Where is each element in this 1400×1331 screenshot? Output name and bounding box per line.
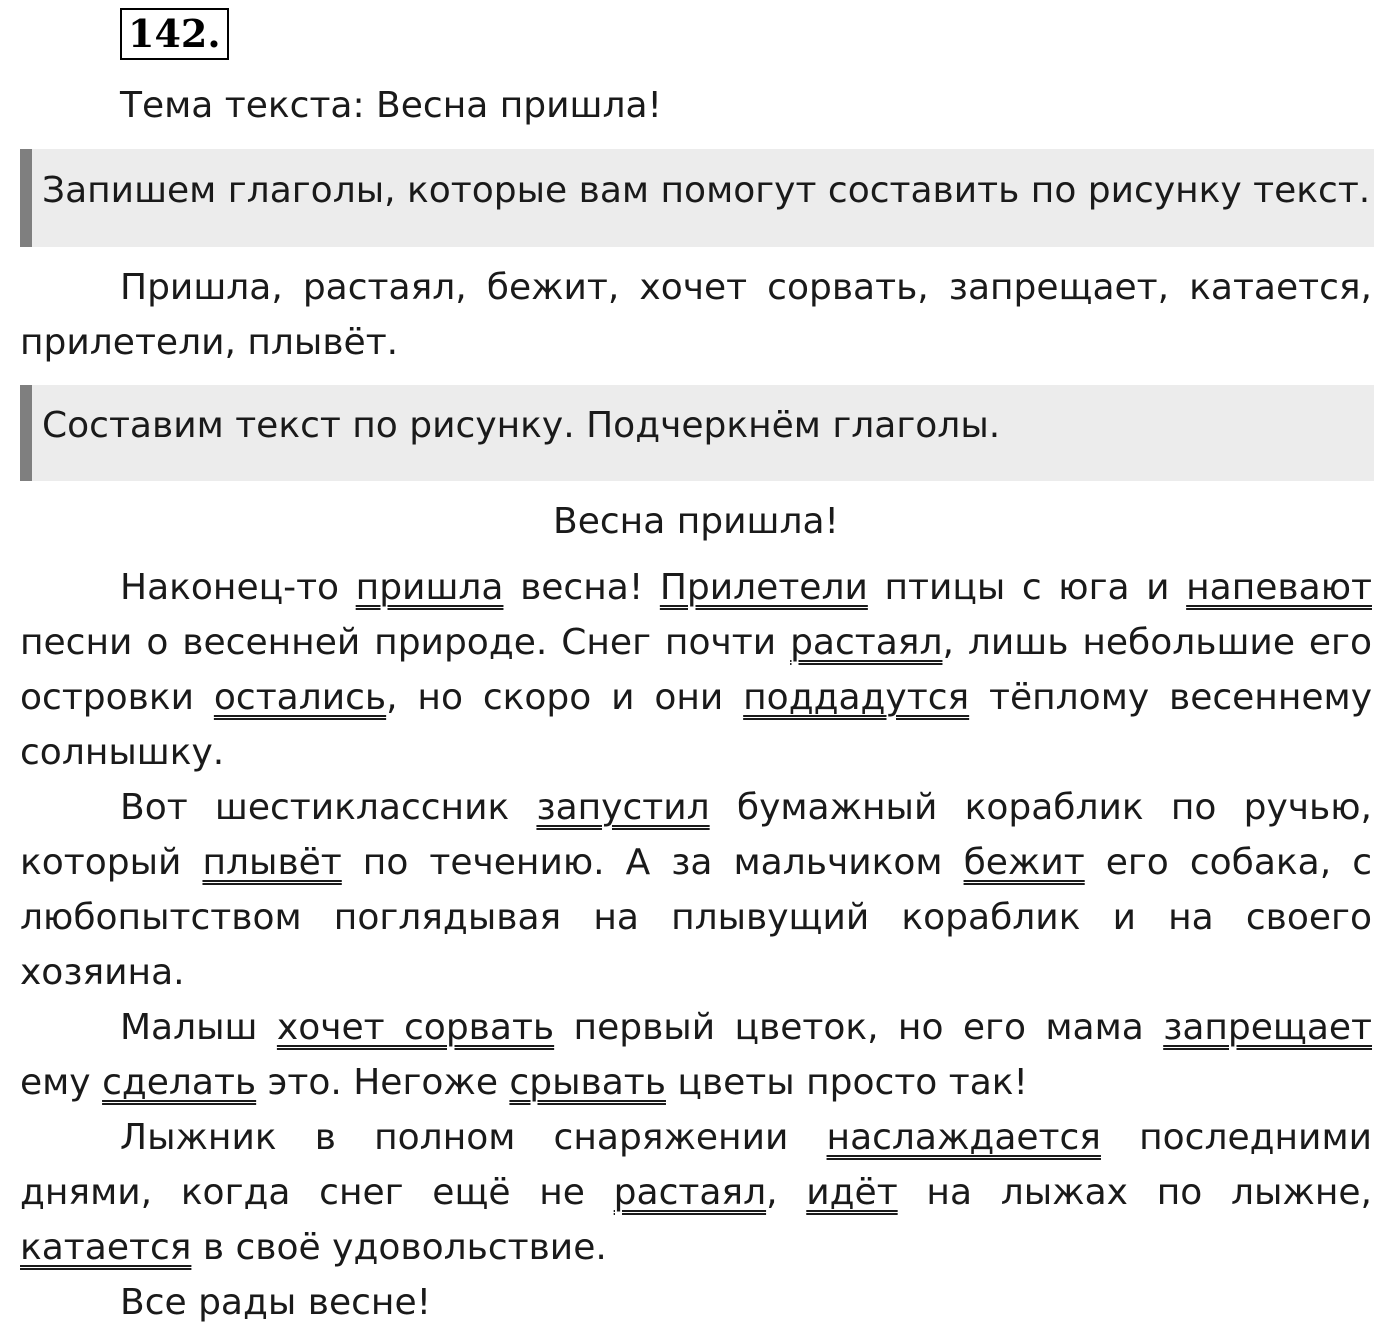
- underlined-verb: поддадутся: [743, 677, 970, 718]
- underlined-verb: остались: [213, 677, 387, 718]
- underlined-verb: напевают: [1186, 567, 1372, 608]
- instruction-text: Запишем глаголы, которые вам помогут составить по рисунку текст.: [42, 170, 1371, 211]
- story-paragraph: Малыш хочет сорвать первый цветок, но его мама запрещает ему сделать это. Негоже срывать цветы просто так!: [20, 1007, 1373, 1103]
- story-paragraph: Все рады весне!: [120, 1282, 432, 1323]
- underlined-verb: запустил: [536, 787, 710, 828]
- underlined-verb: наслаждается: [826, 1117, 1101, 1158]
- underlined-verb: идёт: [806, 1172, 898, 1213]
- underlined-verb: катается: [20, 1227, 192, 1268]
- story-paragraph: Лыжник в полном снаряжении наслаждается последними днями, когда снег ещё не растаял, идёт на лыжах по лыжне, катается в своё удовольствие.: [20, 1117, 1372, 1268]
- instruction-box: [20, 149, 1374, 247]
- theme-line: Тема текста: Весна пришла!: [120, 85, 662, 126]
- underlined-verb: плывёт: [202, 842, 342, 883]
- verbs-list: Пришла, растаял, бежит, хочет сорвать, запрещает, катается, прилетели, плывёт.: [20, 267, 1372, 363]
- underlined-verb: бежит: [963, 842, 1085, 883]
- underlined-verb: хочет сорвать: [276, 1007, 555, 1048]
- underlined-verb: Прилетели: [659, 567, 868, 608]
- task-number: 142.: [120, 8, 229, 60]
- underlined-verb: сделать: [102, 1062, 257, 1103]
- underlined-verb: растаял: [790, 622, 943, 663]
- underlined-verb: срывать: [509, 1062, 666, 1103]
- story-text: [20, 560, 1372, 1330]
- story-paragraph: Наконец-то пришла весна! Прилетели птицы с юга и напевают песни о весенней природе. Снег почти растаял, лишь небольшие его островки остались, но скоро и они поддадутся тёплому весеннему солнышку.: [20, 567, 1372, 773]
- underlined-verb: пришла: [355, 567, 504, 608]
- story-paragraph: Вот шестиклассник запустил бумажный кораблик по ручью, который плывёт по течению. А за мальчиком бежит его собака, с любопытством поглядывая на плывущий кораблик и на своего хозяина.: [20, 787, 1372, 993]
- instruction-box: [20, 385, 1374, 481]
- underlined-verb: растаял: [613, 1172, 767, 1213]
- underlined-verb: запрещает: [1163, 1007, 1373, 1048]
- story-title: Весна пришла!: [553, 501, 839, 542]
- instruction-text: Составим текст по рисунку. Подчеркнём глаголы.: [42, 405, 1001, 446]
